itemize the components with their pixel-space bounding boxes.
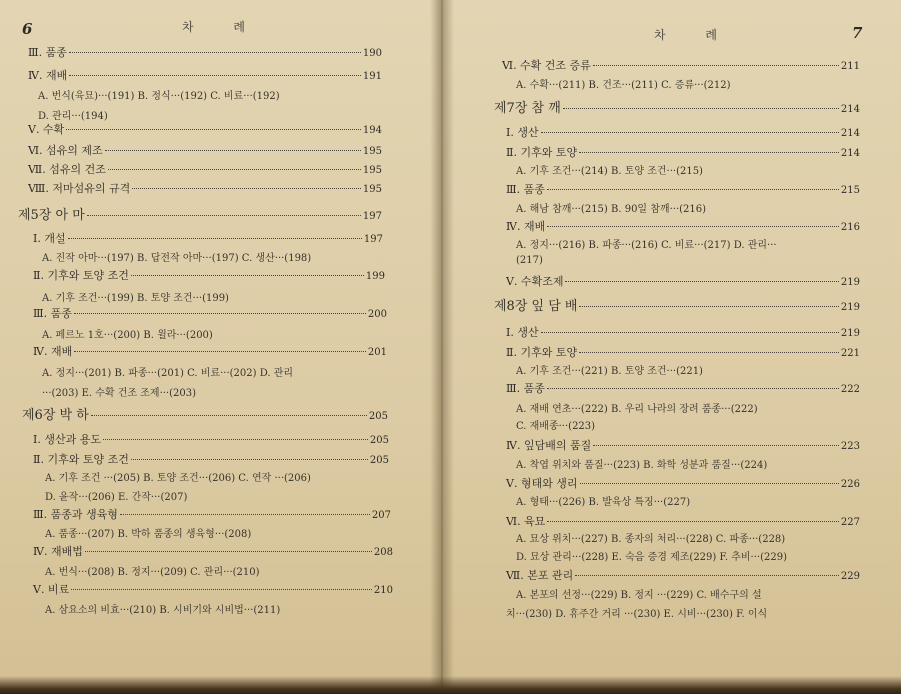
toc-sub-entry: A. 해남 참깨···(215) B. 90일 참깨···(216): [516, 204, 707, 215]
toc-sub-entry: ···(203) E. 수확 건조 조제···(203): [42, 388, 197, 399]
toc-entry[interactable]: Ⅲ. 품종 200: [33, 307, 387, 320]
toc-entry[interactable]: Ⅳ. 재배법 208: [33, 545, 393, 558]
chapter-entry[interactable]: 제5장 아 마 197: [18, 208, 382, 223]
right-page: [440, 0, 901, 694]
toc-entry[interactable]: Ⅴ. 비료 210: [33, 583, 393, 596]
toc-entry[interactable]: Ⅵ. 섬유의 제조 195: [28, 144, 382, 157]
toc-entry[interactable]: Ⅶ. 본포 관리 229: [506, 569, 860, 582]
toc-entry[interactable]: Ⅲ. 품종 215: [506, 183, 860, 196]
toc-sub-entry: A. 진작 아마···(197) B. 답전작 아마···(197) C. 생산···(198): [42, 253, 312, 264]
toc-entry[interactable]: Ⅰ. 생산과 용도 205: [33, 433, 389, 446]
toc-sub-entry: D. 윤작···(206) E. 간작···(207): [45, 492, 188, 503]
toc-sub-entry: A. 기후 조건···(199) B. 토양 조건···(199): [42, 293, 229, 304]
toc-entry[interactable]: Ⅶ. 섬유의 건조 195: [28, 163, 382, 176]
chapter-entry[interactable]: 제8장 잎 담 배 219: [494, 299, 860, 314]
toc-sub-entry: A. 형태···(226) B. 발육상 특징···(227): [516, 497, 691, 508]
toc-entry[interactable]: Ⅵ. 수확 건조 증류 211: [502, 59, 860, 72]
toc-sub-entry: A. 기후 조건···(214) B. 토양 조건···(215): [516, 166, 703, 177]
book-bottom-edge: [0, 676, 901, 694]
toc-entry[interactable]: Ⅳ. 재배 191: [28, 69, 382, 82]
toc-sub-entry: A. 정지···(216) B. 파종···(216) C. 비료···(217) D. 관리···: [516, 240, 777, 251]
toc-entry[interactable]: Ⅵ. 육묘 227: [506, 515, 860, 528]
toc-entry[interactable]: Ⅳ. 잎담배의 품질 223: [506, 439, 860, 452]
page-number: 6: [22, 20, 33, 38]
toc-sub-entry: A. 묘상 위치···(227) B. 종자의 처리···(228) C. 파종···(228): [516, 534, 786, 545]
toc-sub-entry: C. 재배종···(223): [516, 421, 596, 432]
toc-sub-entry: D. 관리···(194): [38, 111, 108, 122]
toc-entry[interactable]: Ⅰ. 생산 214: [506, 126, 860, 139]
toc-sub-entry: A. 번식(육묘)···(191) B. 정식···(192) C. 비료···(192): [38, 91, 280, 102]
toc-entry[interactable]: Ⅱ. 기후와 토양 조건 205: [33, 453, 389, 466]
toc-entry[interactable]: Ⅰ. 생산 219: [506, 326, 860, 339]
toc-entry[interactable]: Ⅲ. 품종 190: [28, 46, 382, 59]
toc-sub-entry: 치···(230) D. 휴주간 거리 ···(230) E. 시비···(230) F. 이식: [506, 609, 768, 620]
toc-sub-entry: A. 수확···(211) B. 건조···(211) C. 증류···(212): [516, 80, 731, 91]
toc-entry[interactable]: Ⅳ. 재배 201: [33, 345, 387, 358]
toc-entry[interactable]: Ⅴ. 형태와 생리 226: [506, 477, 860, 490]
toc-sub-entry: A. 페르노 1호···(200) B. 윌라···(200): [42, 330, 213, 341]
page-number: 7: [852, 24, 863, 42]
left-page: [0, 0, 440, 694]
running-head: 차 례: [182, 20, 263, 34]
toc-sub-entry: A. 기후 조건···(221) B. 토양 조건···(221): [516, 366, 703, 377]
toc-entry[interactable]: Ⅲ. 품종과 생육형 207: [33, 508, 391, 521]
chapter-entry[interactable]: 제6장 박 하 205: [22, 408, 388, 423]
toc-sub-entry: A. 착엽 위치와 품질···(223) B. 화학 성분과 품질···(224): [516, 460, 768, 471]
toc-sub-entry: D. 묘상 관리···(228) E. 숙음 증경 제조(229) F. 추비···(229): [516, 552, 787, 563]
toc-entry[interactable]: Ⅷ. 저마섬유의 규격 195: [28, 182, 382, 195]
toc-sub-entry: A. 삼요소의 비효···(210) B. 시비기와 시비법···(211): [45, 605, 281, 616]
toc-sub-entry: A. 정지···(201) B. 파종···(201) C. 비료···(202) D. 관리: [42, 368, 294, 379]
toc-entry[interactable]: Ⅱ. 기후와 토양 조건 199: [33, 269, 385, 282]
running-head: 차 례: [654, 28, 735, 42]
toc-entry[interactable]: Ⅴ. 수확조제 219: [506, 275, 860, 288]
toc-entry[interactable]: Ⅲ. 품종 222: [506, 382, 860, 395]
toc-sub-entry: (217): [516, 255, 543, 266]
toc-sub-entry: A. 품종···(207) B. 박하 품종의 생육형···(208): [45, 529, 252, 540]
toc-sub-entry: A. 기후 조건 ···(205) B. 토양 조건···(206) C. 연작 ···(206): [45, 473, 311, 484]
toc-entry[interactable]: Ⅱ. 기후와 토양 221: [506, 346, 860, 359]
toc-sub-entry: A. 재배 연초···(222) B. 우리 나라의 장려 품종···(222): [516, 404, 758, 415]
chapter-entry[interactable]: 제7장 참 깨 214: [494, 101, 860, 116]
book-gutter: [430, 0, 454, 694]
toc-entry[interactable]: Ⅳ. 재배 216: [506, 220, 860, 233]
toc-sub-entry: A. 번식···(208) B. 정지···(209) C. 관리···(210): [45, 567, 260, 578]
toc-entry[interactable]: Ⅰ. 개설 197: [33, 232, 383, 245]
toc-sub-entry: A. 본포의 선정···(229) B. 정지 ···(229) C. 배수구의 설: [516, 590, 762, 601]
toc-entry[interactable]: Ⅱ. 기후와 토양 214: [506, 146, 860, 159]
toc-entry[interactable]: Ⅴ. 수확 194: [28, 123, 382, 136]
